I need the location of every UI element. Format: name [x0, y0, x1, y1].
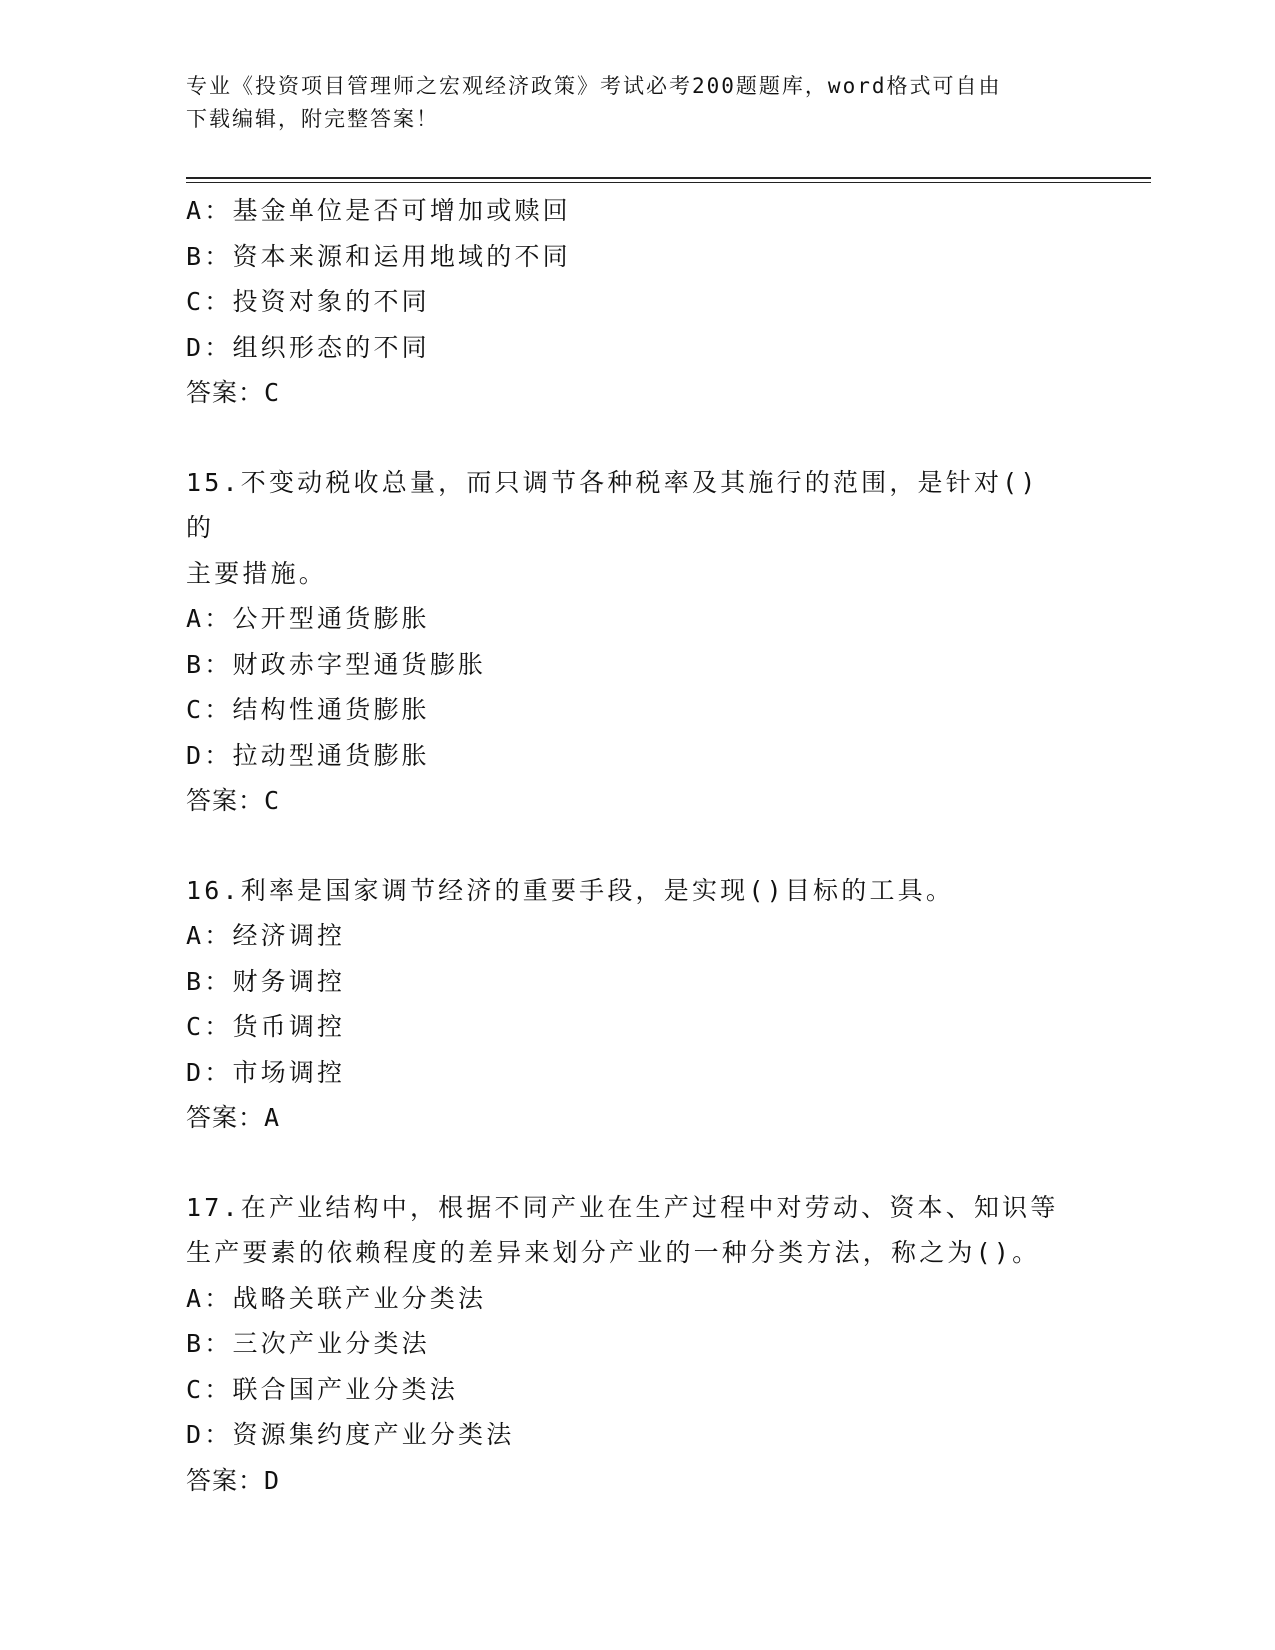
answer-label: 答案：: [186, 378, 265, 407]
question-stem-line-2: 主要措施。: [186, 558, 328, 588]
option-a: A：公开型通货膨胀: [186, 604, 430, 633]
option-d: D：资源集约度产业分类法: [186, 1420, 515, 1449]
option-c: C：联合国产业分类法: [186, 1374, 459, 1404]
option-b: B：财政赤字型通货膨胀: [186, 649, 487, 679]
answer-line: [186, 1095, 1106, 1141]
question-stem-line-2: 生产要素的依赖程度的差异来划分产业的一种分类方法，称之为()。: [186, 1238, 1041, 1267]
answer-value: C: [264, 786, 281, 815]
answer-line: [186, 1458, 1106, 1504]
option-d: D：市场调控: [186, 1057, 346, 1087]
option-c: C：投资对象的不同: [186, 287, 430, 316]
question-stem-line-1: 17.在产业结构中，根据不同产业在生产过程中对劳动、资本、知识等: [186, 1192, 1059, 1222]
option-d: D：组织形态的不同: [186, 332, 430, 362]
answer-value: C: [264, 378, 281, 407]
option-b: B：三次产业分类法: [186, 1329, 430, 1358]
question-stem: [186, 868, 1066, 914]
answer-line: [186, 778, 1106, 824]
header-rule-thin: [186, 182, 1151, 183]
question-17: [186, 1185, 1106, 1504]
option-c: C：货币调控: [186, 1012, 346, 1041]
question-stem: [186, 1185, 1066, 1276]
answer-label: 答案：: [186, 786, 265, 815]
question-stem: [186, 460, 1066, 597]
answer-label: 答案：: [186, 1465, 265, 1495]
answer-value: D: [264, 1465, 281, 1495]
option-a: A：经济调控: [186, 921, 346, 950]
question-16: [186, 868, 1106, 1141]
option-a: A：基金单位是否可增加或赎回: [186, 196, 571, 225]
question-list: [186, 188, 1106, 1503]
answer-value: A: [264, 1103, 281, 1132]
question-15: [186, 460, 1106, 824]
header-rule-thick: [186, 177, 1151, 179]
answer-label: 答案：: [186, 1103, 265, 1132]
option-d: D：拉动型通货膨胀: [186, 740, 430, 770]
answer-line: [186, 370, 1106, 416]
option-a: A：战略关联产业分类法: [186, 1283, 487, 1313]
option-c: C：结构性通货膨胀: [186, 695, 430, 724]
option-b: B：资本来源和运用地域的不同: [186, 241, 571, 271]
header-line-2: 下载编辑，附完整答案！: [186, 107, 439, 131]
question-stem-line-1: 16.利率是国家调节经济的重要手段，是实现()目标的工具。: [186, 875, 955, 905]
document-header: [186, 70, 1066, 136]
question-stem-line-1: 15.不变动税收总量，而只调节各种税率及其施行的范围，是针对()的: [186, 467, 1039, 542]
question-14: [186, 188, 1106, 416]
header-line-1: 专业《投资项目管理师之宏观经济政策》考试必考200题题库，word格式可自由: [186, 74, 1002, 98]
option-b: B：财务调控: [186, 966, 346, 996]
